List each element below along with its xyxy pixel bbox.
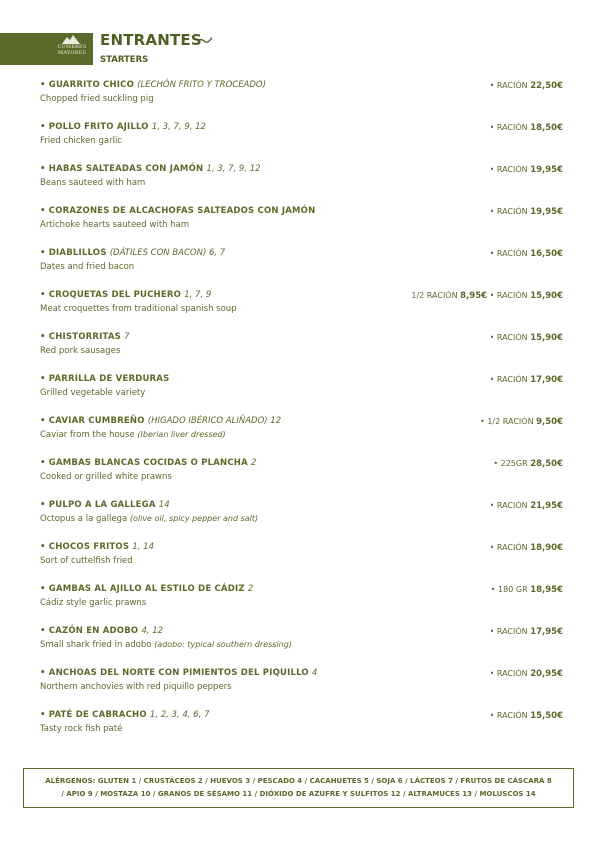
item-price (490, 121, 563, 134)
price-label: • RACIÓN (489, 207, 528, 216)
item-note: 2 (247, 584, 254, 594)
item-price (490, 247, 563, 260)
item-price (480, 415, 563, 428)
menu-item (40, 79, 563, 121)
menu-item (40, 457, 563, 499)
item-name-line (40, 541, 563, 554)
swirl-icon (197, 36, 213, 44)
item-name-line (40, 331, 563, 344)
allergens-line-1: ALÉRGENOS: GLUTEN 1 / CRUSTÁCEOS 2 / HUEVOS 3 / PESCADO 4 / CACAHUETES 5 / SOJA 6 / LÁCTEOS 7 / FRUTOS DE CÁSCARA 8 (45, 777, 552, 785)
item-description-line (40, 638, 563, 651)
menu-item (40, 163, 563, 205)
logo-text (55, 44, 89, 56)
item-price (490, 541, 563, 554)
item-price (490, 331, 563, 344)
item-name-line (40, 205, 563, 218)
menu-item (40, 541, 563, 583)
menu-item (40, 289, 563, 331)
price-label: • RACIÓN (489, 669, 528, 678)
item-description-line (40, 428, 563, 441)
price-value: 17,95€ (530, 627, 563, 637)
price-value: 19,95€ (530, 165, 563, 175)
item-description: Fried chicken garlic (40, 136, 122, 146)
item-name: • CAVIAR CUMBREÑO (40, 416, 145, 426)
item-note: 1, 7, 9 (184, 290, 212, 300)
item-note: 1, 14 (132, 542, 154, 552)
price-label: • RACIÓN (489, 81, 528, 90)
price-value: 21,95€ (530, 501, 563, 511)
item-description: Sort of cuttelfish fried (40, 556, 133, 566)
price-label: • RACIÓN (489, 627, 528, 636)
item-description-note: (adobo: typical southern dressing) (154, 640, 292, 649)
item-name: • GUARRITO CHICO (40, 80, 135, 90)
item-name-line (40, 457, 563, 470)
item-price (490, 499, 563, 512)
menu-item (40, 121, 563, 163)
item-description: Chopped fried suckling pig (40, 94, 154, 104)
item-name-line (40, 499, 563, 512)
item-description-line (40, 722, 563, 735)
price-label: • 180 GR (490, 585, 528, 594)
price-label: • RACIÓN (489, 543, 528, 552)
item-price (490, 625, 563, 638)
page-title: ENTRANTES (100, 31, 202, 49)
price-value: 19,95€ (530, 207, 563, 217)
item-description-note: (olive oil, spicy pepper and salt) (129, 514, 259, 523)
menu-item (40, 625, 563, 667)
item-name: • CAZÓN EN ADOBO (40, 626, 139, 636)
item-note: (DÁTILES CON BACON) 6, 7 (109, 248, 226, 258)
item-price (490, 205, 563, 218)
item-description-line (40, 92, 563, 105)
price-value: 18,95€ (530, 585, 563, 595)
item-name: • CORAZONES DE ALCACHOFAS SALTEADOS CON JAMÓN (40, 206, 316, 216)
price-label: • 225GR (493, 459, 528, 468)
item-description-line (40, 386, 563, 399)
item-name: • HABAS SALTEADAS CON JAMÓN (40, 164, 204, 174)
menu-item (40, 205, 563, 247)
item-description: Small shark fried in adobo (40, 640, 152, 650)
menu-item (40, 373, 563, 415)
price-label: • RACIÓN (489, 501, 528, 510)
menu-item (40, 415, 563, 457)
price-label: • RACIÓN (489, 291, 528, 300)
item-name: • GAMBAS BLANCAS COCIDAS O PLANCHA (40, 458, 248, 468)
page-subtitle: STARTERS (100, 55, 149, 65)
item-price (411, 289, 563, 302)
price-value: 9,50€ (536, 417, 563, 427)
item-name-line (40, 247, 563, 260)
brand-logo (0, 33, 93, 65)
item-description-line (40, 218, 563, 231)
item-description: Cádiz style garlic prawns (40, 598, 147, 608)
item-description: Tasty rock fish paté (40, 724, 123, 734)
item-name-line (40, 373, 563, 386)
item-description-line (40, 470, 563, 483)
item-note: 4, 12 (141, 626, 164, 636)
item-description: Dates and fried bacon (40, 262, 135, 272)
item-description-line (40, 260, 563, 273)
item-note: 14 (158, 500, 170, 510)
item-name: • CHISTORRITAS (40, 332, 121, 342)
item-name: • CROQUETAS DEL PUCHERO (40, 290, 182, 300)
item-description-line (40, 176, 563, 189)
item-description-line (40, 302, 563, 315)
menu-item (40, 667, 563, 709)
item-name-line (40, 79, 563, 92)
menu-item (40, 331, 563, 373)
item-description-note: (Iberian liver dressed) (137, 430, 226, 439)
price-value: 17,90€ (530, 375, 563, 385)
item-note: (LECHÓN FRITO Y TROCEADO) (137, 80, 266, 90)
price-value: 20,95€ (530, 669, 563, 679)
item-name: • POLLO FRITO AJILLO (40, 122, 149, 132)
item-price (490, 163, 563, 176)
item-note: 7 (124, 332, 130, 342)
menu-list (40, 79, 563, 751)
item-description: Grilled vegetable variety (40, 388, 146, 398)
item-price (491, 583, 563, 596)
price-label: • RACIÓN (489, 711, 528, 720)
item-note: 4 (312, 668, 318, 678)
item-description: Beans sauteed with ham (40, 178, 146, 188)
allergens-box (23, 768, 574, 808)
mountain-logo-icon (62, 35, 80, 44)
item-description-line (40, 512, 563, 525)
price-value: 28,50€ (530, 459, 563, 469)
price-value: 16,50€ (530, 249, 563, 259)
menu-item (40, 499, 563, 541)
price-half-label: 1/2 RACIÓN (411, 291, 458, 300)
item-description-line (40, 344, 563, 357)
menu-item (40, 709, 563, 751)
item-name-line (40, 163, 563, 176)
item-description-line (40, 134, 563, 147)
item-note: 1, 3, 7, 9, 12 (206, 164, 261, 174)
item-description: Northern anchovies with red piquillo peppers (40, 682, 232, 692)
item-description-line (40, 596, 563, 609)
item-name-line (40, 121, 563, 134)
item-description: Meat croquettes from traditional spanish soup (40, 304, 237, 314)
item-name: • DIABLILLOS (40, 248, 107, 258)
price-half-value: 8,95€ (460, 291, 488, 301)
price-label: • RACIÓN (489, 249, 528, 258)
price-label: • RACIÓN (489, 123, 528, 132)
item-note: 2 (251, 458, 257, 468)
item-description: Red pork sausages (40, 346, 121, 356)
item-note: 1, 2, 3, 4, 6, 7 (149, 710, 210, 720)
item-name-line (40, 583, 563, 596)
item-description: Artichoke hearts sauteed with ham (40, 220, 190, 230)
price-value: 15,90€ (530, 333, 563, 343)
price-label: • RACIÓN (489, 375, 528, 384)
menu-item (40, 247, 563, 289)
price-value: 15,50€ (530, 711, 563, 721)
menu-item (40, 583, 563, 625)
item-description-line (40, 554, 563, 567)
item-price (493, 457, 563, 470)
item-description: Caviar from the house (40, 430, 135, 440)
item-name-line (40, 667, 563, 680)
item-name-line (40, 625, 563, 638)
item-description: Octopus a la gallega (40, 514, 128, 524)
logo-line1: CUMBRES (57, 44, 87, 50)
price-value: 18,50€ (530, 123, 563, 133)
item-name: • PARRILLA DE VERDURAS (40, 374, 170, 384)
item-description: Cooked or grilled white prawns (40, 472, 172, 482)
item-name: • PATÉ DE CABRACHO (40, 710, 147, 720)
item-price (490, 373, 563, 386)
item-note: 1, 3, 7, 9, 12 (151, 122, 206, 132)
item-name: • CHOCOS FRITOS (40, 542, 130, 552)
price-label: • RACIÓN (489, 165, 528, 174)
item-price (490, 79, 563, 92)
item-name: • PULPO A LA GALLEGA (40, 500, 156, 510)
price-value: 18,90€ (530, 543, 563, 553)
item-description-line (40, 680, 563, 693)
allergens-line-2: / APIO 9 / MOSTAZA 10 / GRANOS DE SÉSAMO 11 / DIÓXIDO DE AZUFRE Y SULFITOS 12 / ALTRAMUCES 13 / MOLUSCOS 14 (61, 790, 536, 798)
price-label: • RACIÓN (489, 333, 528, 342)
price-label: • 1/2 RACIÓN (480, 417, 534, 426)
price-value: 15,90€ (530, 291, 563, 301)
item-name: • GAMBAS AL AJILLO AL ESTILO DE CÁDIZ (40, 584, 245, 594)
item-name: • ANCHOAS DEL NORTE CON PIMIENTOS DEL PIQUILLO (40, 668, 309, 678)
item-name-line (40, 709, 563, 722)
price-value: 22,50€ (530, 81, 563, 91)
item-note: (HIGADO IBÉRICO ALIÑADO) 12 (147, 416, 282, 426)
logo-line2: MAYORES (57, 50, 87, 56)
item-price (490, 667, 563, 680)
item-price (490, 709, 563, 722)
